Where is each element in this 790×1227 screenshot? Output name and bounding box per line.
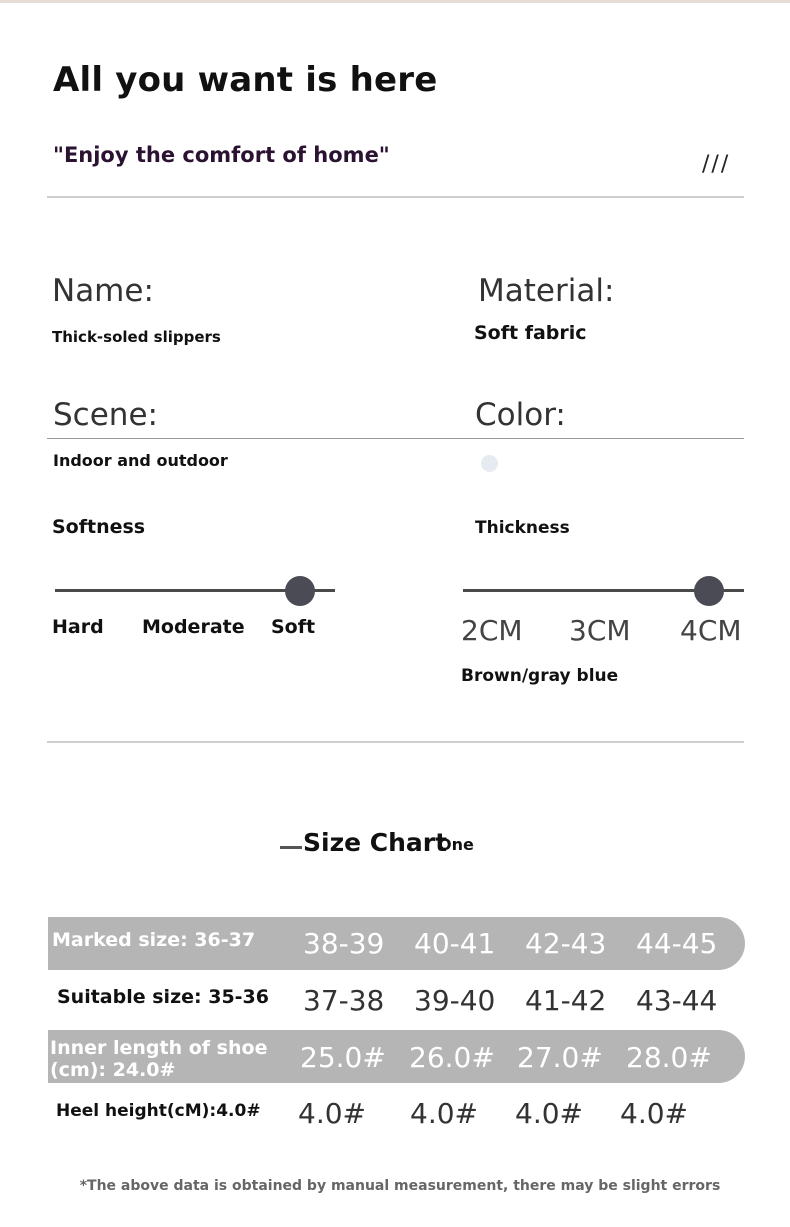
softness-title: Softness xyxy=(52,516,146,538)
size-row-3-cell-2: 26.0# xyxy=(409,1041,495,1074)
softness-tick-hard: Hard xyxy=(52,616,104,638)
size-row-4-label: Heel height(cM):4.0# xyxy=(56,1101,261,1121)
size-row-3-cell-4: 28.0# xyxy=(626,1041,712,1074)
thickness-knob xyxy=(694,576,724,606)
size-row-4-cell-3: 4.0# xyxy=(515,1097,583,1130)
size-row-1-cell-1: 38-39 xyxy=(303,927,385,960)
size-chart-title: Size Chart xyxy=(303,828,448,857)
size-row-4-cell-4: 4.0# xyxy=(620,1097,688,1130)
size-row-4-cell-2: 4.0# xyxy=(410,1097,478,1130)
material-value: Soft fabric xyxy=(474,322,587,344)
page-subline: "Enjoy the comfort of home" xyxy=(53,143,390,167)
size-row-1-label: Marked size: 36-37 xyxy=(52,929,256,951)
softness-tick-moderate: Moderate xyxy=(142,616,245,638)
scene-value: Indoor and outdoor xyxy=(53,451,228,470)
size-row-4-cell-1: 4.0# xyxy=(298,1097,366,1130)
size-row-1-cell-3: 42-43 xyxy=(525,927,607,960)
name-label: Name: xyxy=(52,273,154,309)
color-label: Color: xyxy=(475,397,566,433)
decorative-slashes: /// xyxy=(702,152,731,177)
softness-tick-soft: Soft xyxy=(271,616,316,638)
softness-knob xyxy=(285,576,315,606)
size-row-3-label: Inner length of shoe (cm): 24.0# xyxy=(50,1037,268,1081)
divider-bottom xyxy=(47,741,744,743)
size-row-2-cell-3: 41-42 xyxy=(525,984,607,1017)
size-row-2-label: Suitable size: 35-36 xyxy=(57,986,269,1008)
size-row-1-cell-2: 40-41 xyxy=(414,927,496,960)
page-headline: All you want is here xyxy=(53,60,438,100)
size-chart-dash xyxy=(280,846,302,849)
color-value: Brown/gray blue xyxy=(461,666,619,686)
thickness-tick-3cm: 3CM xyxy=(569,614,631,647)
name-value: Thick-soled slippers xyxy=(52,328,221,346)
color-swatch xyxy=(481,455,498,472)
size-row-2-cell-4: 43-44 xyxy=(636,984,718,1017)
size-chart-subtitle: One xyxy=(438,835,474,854)
size-row-1-cell-4: 44-45 xyxy=(636,927,718,960)
size-row-3-cell-3: 27.0# xyxy=(517,1041,603,1074)
material-label: Material: xyxy=(478,273,615,309)
measurement-footnote: *The above data is obtained by manual measurement, there may be slight errors xyxy=(79,1178,721,1194)
divider-top xyxy=(47,196,744,198)
thickness-tick-4cm: 4CM xyxy=(680,614,742,647)
divider-specs xyxy=(47,438,744,439)
size-row-3-cell-1: 25.0# xyxy=(300,1041,386,1074)
size-row-2-cell-1: 37-38 xyxy=(303,984,385,1017)
thickness-title: Thickness xyxy=(475,518,570,538)
scene-label: Scene: xyxy=(53,397,158,433)
thickness-tick-2cm: 2CM xyxy=(461,614,523,647)
size-row-2-cell-2: 39-40 xyxy=(414,984,496,1017)
top-decorative-strip xyxy=(0,0,790,3)
